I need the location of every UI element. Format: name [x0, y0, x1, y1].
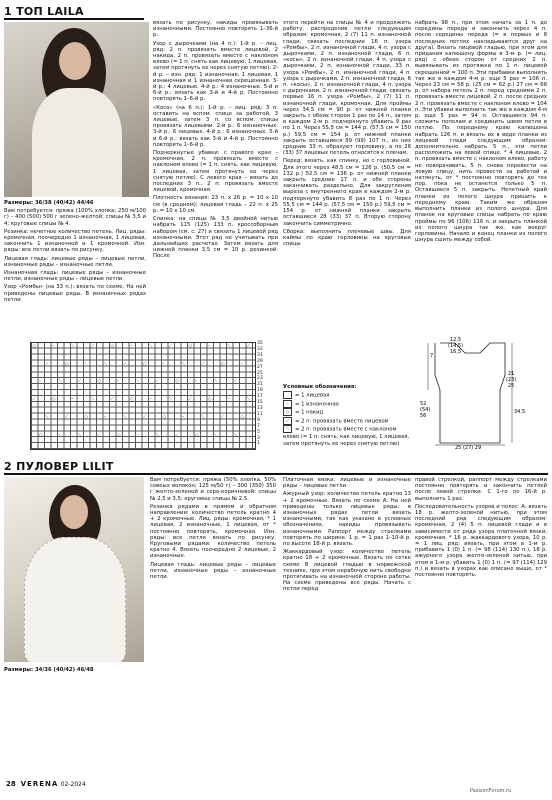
section1-sizes: Размеры: 36/38 (40/42) 44/46 — [4, 200, 94, 206]
chart-symbol-icon: ⟋ — [175, 431, 179, 437]
chart-symbol-icon: ○ — [130, 396, 134, 402]
section1-col4 — [415, 20, 547, 245]
legend-title: Условные обозначения: — [283, 384, 357, 390]
chart-symbol-icon: ⟋ — [143, 413, 146, 419]
section1-rule — [4, 18, 144, 20]
schematic-label: 25 — [508, 383, 515, 389]
chart-symbol-icon: ○ — [208, 396, 212, 402]
chart-symbol-icon: ⟋ — [188, 396, 192, 402]
chart-symbol-icon: ○ — [32, 343, 36, 348]
chart-symbol-icon: ⟋ — [32, 396, 36, 402]
chart-symbol-icon: ○ — [240, 413, 244, 419]
chart-symbol-icon: ○ — [221, 360, 225, 366]
chart-row-number: 1 — [257, 441, 260, 447]
chart-symbol-icon: – — [195, 378, 197, 384]
chart-symbol-icon: ○ — [52, 396, 56, 402]
legend-item — [283, 425, 413, 448]
chart-symbol-icon: – — [149, 396, 152, 402]
schematic-label: 12,5 — [450, 337, 462, 343]
chart-symbol-icon: ⟍ — [214, 378, 218, 384]
chart-row-number: 35 — [257, 341, 263, 346]
chart-row-number: 31 — [257, 352, 263, 358]
section1-rhombus: Узор «Ромбы» (на 33 п.): вязать по схеме. На ней приведены лицевые ряды. В изнаночных рядах петли — [4, 284, 146, 303]
chart-symbol-icon: ⟋ — [110, 396, 114, 402]
chart-symbol-icon: ⟋ — [65, 413, 68, 419]
legend-label: = 2 п. провязать вместе с наклоном влево (= 1 п. снять, как лицевую, 1 лицевая, затем протянуть ее через снятую петлю) — [283, 426, 410, 447]
text-block: Вам потребуется: пряжа (50% хлопка, 50% совеых волокон; 125 м/50 г) – 300 (350) 350 г желто-зеленой и серо-коричневой; спицы № 2,5 и 3,5; круговые спицы № 2,5. — [150, 477, 276, 502]
chart-row-number: 3 — [257, 435, 260, 441]
chart-row-number: 17 — [257, 394, 263, 400]
legend-label: = 1 лицевая — [295, 392, 330, 399]
text-block: Сборка: выполнить плечевые швы. Для каймы по краю горловины на круговые спицы — [283, 228, 411, 248]
section2-col2 — [150, 477, 276, 582]
chart-symbol-icon: ⟍ — [45, 413, 49, 419]
model-photo-top — [4, 22, 149, 197]
text-block: «Коса» (на 6 п.): 1-й р. – лиц. ряд: 3 п. оставить на вспом. спице за работой, 3 лицевые, затем 3 п. со вспом. спицы провязать лицевыми. 2-й р.: 6 изнаночных. 3-й р.: 6 лицевых. 4-й р.: 6 изнаночных. 5-й и 6-й р.: вязать как 3-й и 4-й р. Постоянно повторять 1–6-й р. — [153, 104, 278, 148]
chart-symbol-icon: ⟍ — [234, 431, 237, 437]
legend-item — [283, 408, 413, 417]
chart-symbol-icon: – — [208, 343, 210, 348]
chart-row-number: 27 — [257, 364, 263, 370]
text-block: Лицевая гладь: лицевые ряды – лицевые петли, изнаночные ряды – изнаночные петли. — [150, 561, 276, 581]
text-block: Подчеркнутые убавки: с правого края – кромочная, 2 п. провязать вместе с наклоном влево (= 1 п. снять, как лицевую, 1 лицевая, затем протянуть ее через снятую петлю). С левого края – вязать до последних 3 п., 2 п. провязать вместе лицевой, кромочная. — [153, 150, 278, 194]
site-watermark: PassionForum.ru — [470, 788, 512, 794]
chart-symbol-icon: – — [182, 413, 184, 419]
chart-symbol-icon: – — [214, 431, 217, 437]
chart-symbol-icon: ⟍ — [169, 396, 172, 402]
schematic-label: (23) — [506, 377, 517, 383]
section2-sizes-block — [4, 667, 144, 675]
chart-symbol-icon: ○ — [65, 360, 69, 366]
chart-symbol-icon: ⟋ — [234, 378, 237, 384]
text-block: правой стрелкой, раппорт между стрелками постоянно повторять и закончить петлей после левой стрелки. С 1-го по 16-й р. выполнить 1 раз. — [415, 477, 547, 502]
page-footer — [6, 780, 86, 788]
page-number: 28 — [6, 780, 16, 788]
legend-label: = 2 п. провязать вместе лицевой — [295, 418, 389, 424]
text-block: вязать по рисунку, накиды провязывать изнаночными. Постоянно повторять 1–36-й р. — [153, 20, 278, 39]
chart-symbol-icon: ○ — [143, 360, 147, 366]
chart-row-number: 21 — [257, 382, 263, 388]
schematic-label: (54) — [420, 407, 431, 413]
chart-symbol-icon: ⟋ — [78, 378, 81, 384]
chart-symbol-icon: ⟋ — [91, 343, 94, 348]
schematic-label: 56 — [420, 413, 427, 419]
chart-symbol-icon: ⟋ — [97, 431, 101, 437]
chart-row-number: 25 — [257, 370, 263, 376]
schematic-label: (14,5) — [448, 343, 464, 349]
magazine-name: VERENA — [20, 780, 59, 788]
schematic-label: 25 (27) 29 — [455, 445, 482, 450]
chart-symbol-icon: ○ — [39, 431, 43, 437]
section1-col3 — [283, 20, 411, 249]
chart-symbol-icon: ⟍ — [78, 431, 81, 437]
text-block: Ажурный узор: количество петель кратно 13 + 2 кромочные. Вязать по схеме А. На ней приведены только лицевые ряды; в изнаночных рядах петли вязать изнаночными, так как указано в условных обозначениях, накиды провязывать изнаночными. Раппорт между стрелками повторять по ширине. 1 р. = 1 раз 1–10-й р. по высоте 18-й р. вязать. — [283, 491, 411, 548]
chart-symbol-icon: ⟍ — [247, 396, 250, 402]
text-block: этого перейти на спицы № 4 и продолжить работу, распределив петли следующим образом: кромочная, 2 (7) 11 п. изнаночной глади, связать последние 16 п. узора «Ромбы», 2 п. изнаночной глади, 4 п. узора с дырочками, 2 п. изнаночной глади, 6 п. «косы», 2 п. изнаночной глади, 4 п. узора с дырочками, 2 п. изнаночной глади, 33 п. узора «Ромбы», 2 п. изнаночной глади, 4 п. узора с дырочками, 2 п. изнаночной глади, 6 п. «косы», 2 п. изнаночной глади, 4 п. узора с дырочками, 2 п. изнаночной глади, связать первые 16 п. узора «Ромбы», 2 (7) 11 п. изнаночной глади, кромочная. Для проймы через 34,5 см = 90 р. от нижней планки закрыть с обеих сторон 1 раз по 14 п., затем в каждом 2-м р. подчеркнуто убавить 9 раз по 1 п. Через 55,5 см = 144 р. (57,5 см = 150 р.) 59,5 см = 154 р. от нижней планки закрыть оставшиеся 89 (99) 107 п., из них средние 33 п. образуют горловину, а по 28 (33) 37 лицевых петель относятся к плечам. — [283, 20, 411, 157]
chart-symbol-icon: ○ — [188, 343, 192, 348]
text-block: Платочная вязка: лицевые и изнаночные ряды – лицевые петли. — [283, 477, 411, 490]
chart-symbol-icon: ⟍ — [58, 378, 62, 384]
text-block: Резинка рядами в прямом и обратном направлении: количество петель кратно 4 + 2 кромочные. Лиц. ряды: кромочная, * 1 лицевая, 2 изнаночные, 1 лицевая, от * постоянно повторять, кромочная. Изн. ряды: все петли вязать по рисунку. Круговыми рядами: количество петель кратно 4. Вязать поочередно 2 лицевые, 2 изнаночные. — [150, 503, 276, 560]
chart-symbol-icon: ○ — [84, 413, 88, 419]
section1-stockinette: Лицевая гладь: лицевые ряды – лицевые петли, изнаночные ряды – изнаночные петли. — [4, 255, 146, 268]
legend-item — [283, 417, 413, 426]
chart-symbol-icon: – — [84, 360, 87, 366]
section1-rib: Резинка: нечетное количество петель. Лиц. ряды: кромочная, поочередно 1 изнаночная, 1 лицевая, закончить 1 изнаночной и 1 кромочной. Изн. ряды: все петли вязать по рисунку. — [4, 228, 146, 254]
legend-label: = 1 изнаночная — [295, 401, 339, 407]
chart-row-number: 19 — [257, 388, 263, 394]
text-block: набрать 98 п., при этом начать за 1 п. до середины переда и закончить через 4 п. после середины переда (= в первых и 8 последних петлях накладываются друг на друга). Вязать лицевой гладью, при этом для придания капюшону формы в 3-м р. (= лиц. ряд) с обеих сторон от средних 2 п. вывязывать из протяжки по 1 п. лицевой скрещенной = 100 п. Эти прибавки выполнить так же в каждом 4-м р. еще 5 раз = 106 п. Через 23 см = 58 р. (25 см = 62 р.) 27 см = 68 р. от набора петель 2 п. перед средними 2 п. провязать вместе лицевой, 2 п. после средних 2 п. провязать вместе с наклоном влево = 104 п. Эти убавки выполнить так же в каждом 4-м р. еще 5 раз = 94 п. Оставшиеся 94 п. сложить пополам и соединить швом петля в петлю. По переднему краю капюшона набрать 126 п. и вязать их в виде планки из лицевой глади следующим образом: дополнительно набрать 5 п., эти петли расположить на левой спице, * 4 лицевые, 2 п. провязать вместе с наклоном влево, работу не поворачивать, 5 п. снова перевести на левую спицу, нить провести за работой и натянуть, от * постоянно повторять до тех пор, пока не останется только 5 п. Оставшиеся 5 п. закрыть. Нечетный край планки из полого шнура пришить к переднему краю. Таким же образом выполнить планки из полого шнура. Для планок на круговые спицы набрать по краю проймы по 96 (106) 116 п. и закрыть планкой из полого шнура так же, как вокруг горловины. Начало и конец планки из полого шнура сшить между собой. — [415, 20, 547, 244]
chart-row-number: 11 — [257, 411, 263, 417]
chart-symbol-icon: ⟋ — [221, 413, 224, 419]
chart-symbol-icon: ⟍ — [149, 343, 153, 348]
schematic-label: 21 — [508, 371, 515, 377]
chart-symbol-icon: – — [104, 413, 106, 419]
chart-symbol-icon: ○ — [97, 378, 101, 384]
chart-symbol-icon: ⟍ — [123, 413, 127, 419]
section2-col4 — [415, 477, 547, 580]
chart-symbol-icon: ⟍ — [182, 360, 185, 366]
schematic-label: 34,5 — [514, 409, 526, 415]
section1-col1 — [4, 200, 146, 305]
chart-row-number: 7 — [257, 423, 260, 429]
chart-symbol-icon: – — [52, 343, 54, 348]
text-block: Спинка: на спицы № 3,5 двойной нитью набрать 115 (125) 133 п. кроссоборным набором (см. с. 27) и связать 1 лицевой ряд изнаночными. Этот ряд не учитывать при дальнейших расчетах. Затем вязать для нижней планки 3,5 см = 10 р. резинкой. После — [153, 216, 278, 260]
knit-symbol-icon — [283, 391, 292, 399]
chart-symbol-icon: – — [240, 360, 243, 366]
section1-materials: Вам потребуется: пряжа (100% хлопка; 250 м/100 г) – 400 (500) 500 г зелено-желтой; спицы № 3,5 и 4; круговые спицы № 4. — [4, 208, 146, 227]
chart-row-number: 29 — [257, 358, 263, 364]
chart-symbol-icon: – — [58, 431, 61, 437]
legend-item — [283, 391, 413, 400]
chart-symbol-icon: ⟋ — [247, 343, 250, 348]
chart-symbol-icon: ⟋ — [201, 360, 205, 366]
chart-row-number: 13 — [257, 405, 263, 411]
chart-symbol-icon: ○ — [175, 378, 179, 384]
chart-symbol-icon: – — [39, 378, 41, 384]
model-photo-pullover — [4, 477, 144, 662]
text-block: Перед: вязать, как спинку, но с горловиной. Для этого через 48,5 см = 126 р. (50,5 см = 132 р.) 52,5 см = 136 р. от нижней планки закрыть средние 17 п. и обе стороны заканчивать раздельно. Для закругления выреза с внутреннего края в каждом 2-м р. подчеркнуто убавить 8 раз по 1 п. Через 55,5 см = 144 р. (57,5 см = 150 р.) 59,5 см = 154 р. от нижней планки закрыть оставшиеся 28 (33) 37 п. Вторую сторону закончить симметрично. — [283, 158, 411, 227]
legend — [283, 384, 413, 448]
chart-row-number: 5 — [257, 429, 260, 435]
text-block: Узор с дырочками (на 4 п.): 1-й р. – лиц. ряд: 2 п. провязать вместе лицевой, 2 накида, 2 п. провязать вместе с наклоном влево (= 1 п. снять как лицевую, 1 лицевая, затем протянуть ее через снятую петлю). 2-й р. – изн. ряд: 1 изнаночная, 1 лицевая, 1 изнаночная и 1 изнаночная скрещенная. 3-й р.: 4 лицевые. 4-й р.: 4 изнаночные. 5-й и 6-й р.: вязать как 3-й и 4-й р. Постоянно повторять 1–6-й р. — [153, 40, 278, 103]
knitting-chart — [30, 342, 256, 450]
section2-col3 — [283, 477, 411, 595]
chart-symbol-icon: – — [71, 396, 74, 402]
chart-row-number: 33 — [257, 346, 263, 352]
chart-symbol-icon: ○ — [195, 431, 199, 437]
chart-row-number: 9 — [257, 417, 260, 423]
chart-symbol-icon: ⟍ — [156, 431, 159, 437]
section2-title: 2 ПУЛОВЕР LILIT — [4, 460, 114, 473]
chart-symbol-icon: ○ — [110, 343, 114, 348]
section2-sizes: Размеры: 34/36 (40/42) 46/48 — [4, 667, 94, 673]
chart-symbol-icon: ⟍ — [136, 378, 140, 384]
yarn-over-icon: ○ — [283, 408, 292, 416]
chart-symbol-icon: ⟋ — [169, 343, 172, 348]
chart-symbol-icon: ○ — [162, 413, 166, 419]
text-block: Последовательность узоров и полос: А: вязать 18 р. желто-зеленой нитью, при этом последний ряд следующим образом: кромочная, 2 (4) 5 п. лицевой глади и в зависимости от ряда узора платочной вязки, кромочная. * 16 р. жаккардового узора, 10 р. = 1 лиц. ряд: вязать, при этом в 1-м р. прибавить 1 (0) 1 п. (= 98 (114) 130 п.), 18 р. ажурного узора желто-зеленой нитью, при этом в 1-м р. убавить 1 (0) 1 п. (= 97 (114) 129 п.) и вязать в узорах как описано выше, от * постоянно повторять. — [415, 503, 547, 579]
chart-row-numbers — [257, 341, 263, 447]
schematic-label: 16,5 — [450, 349, 462, 355]
chart-symbol-icon: – — [136, 431, 139, 437]
chart-row-number: 23 — [257, 376, 263, 382]
chart-symbol-icon: ⟍ — [201, 413, 205, 419]
k2tog-icon: ⟋ — [283, 417, 292, 425]
chart-symbol-icon: ⟋ — [156, 378, 159, 384]
schematic-label: 7 — [430, 353, 434, 359]
chart-symbol-icon: – — [130, 343, 132, 348]
chart-symbol-icon: ⟍ — [71, 343, 75, 348]
chart-symbol-icon: ⟍ — [91, 396, 94, 402]
text-block: Жаккардовый узор: количество петель кратно 18 + 2 кромочные. Вязать по сетке схеме В лицевой гладью в норвежской технике, при этом нерабочую нить свободно протягивать на изнаночной стороне работы. На схеме приведены все ряды. Начать с петли перед — [283, 549, 411, 593]
chart-symbol-icon: ⟋ — [123, 360, 127, 366]
schematic-label: 52 — [420, 401, 427, 407]
text-block: Плотность вязания: 23 п. х 26 р. = 10 х 10 см (в среднем); лицевая гладь – 22 п. х 25 р. = 10 х 10 см. — [153, 195, 278, 214]
legend-item — [283, 400, 413, 409]
garment-schematic — [420, 335, 530, 450]
section1-title: 1 ТОП LAILA — [4, 5, 84, 18]
section2-rule — [4, 473, 548, 475]
chart-symbol-icon: – — [227, 396, 230, 402]
section1-col2 — [153, 20, 278, 262]
chart-symbol-icon: ⟋ — [45, 360, 49, 366]
chart-symbol-icon: – — [117, 378, 119, 384]
chart-symbol-icon: ⟍ — [227, 343, 231, 348]
chart-symbol-icon: ⟍ — [104, 360, 107, 366]
ssk-icon: ⟍ — [283, 425, 292, 433]
section1-rev-stockinette: Изнаночная гладь: лицевые ряды – изнаночные петли, изнаночные ряды – лицевые петли. — [4, 270, 146, 283]
chart-row-number: 15 — [257, 400, 263, 406]
legend-label: = 1 накид — [295, 409, 324, 416]
chart-symbol-icon: ○ — [117, 431, 121, 437]
issue-number: 02-2024 — [60, 781, 86, 788]
purl-symbol-icon: – — [283, 400, 292, 408]
chart-symbol-icon: – — [162, 360, 165, 366]
